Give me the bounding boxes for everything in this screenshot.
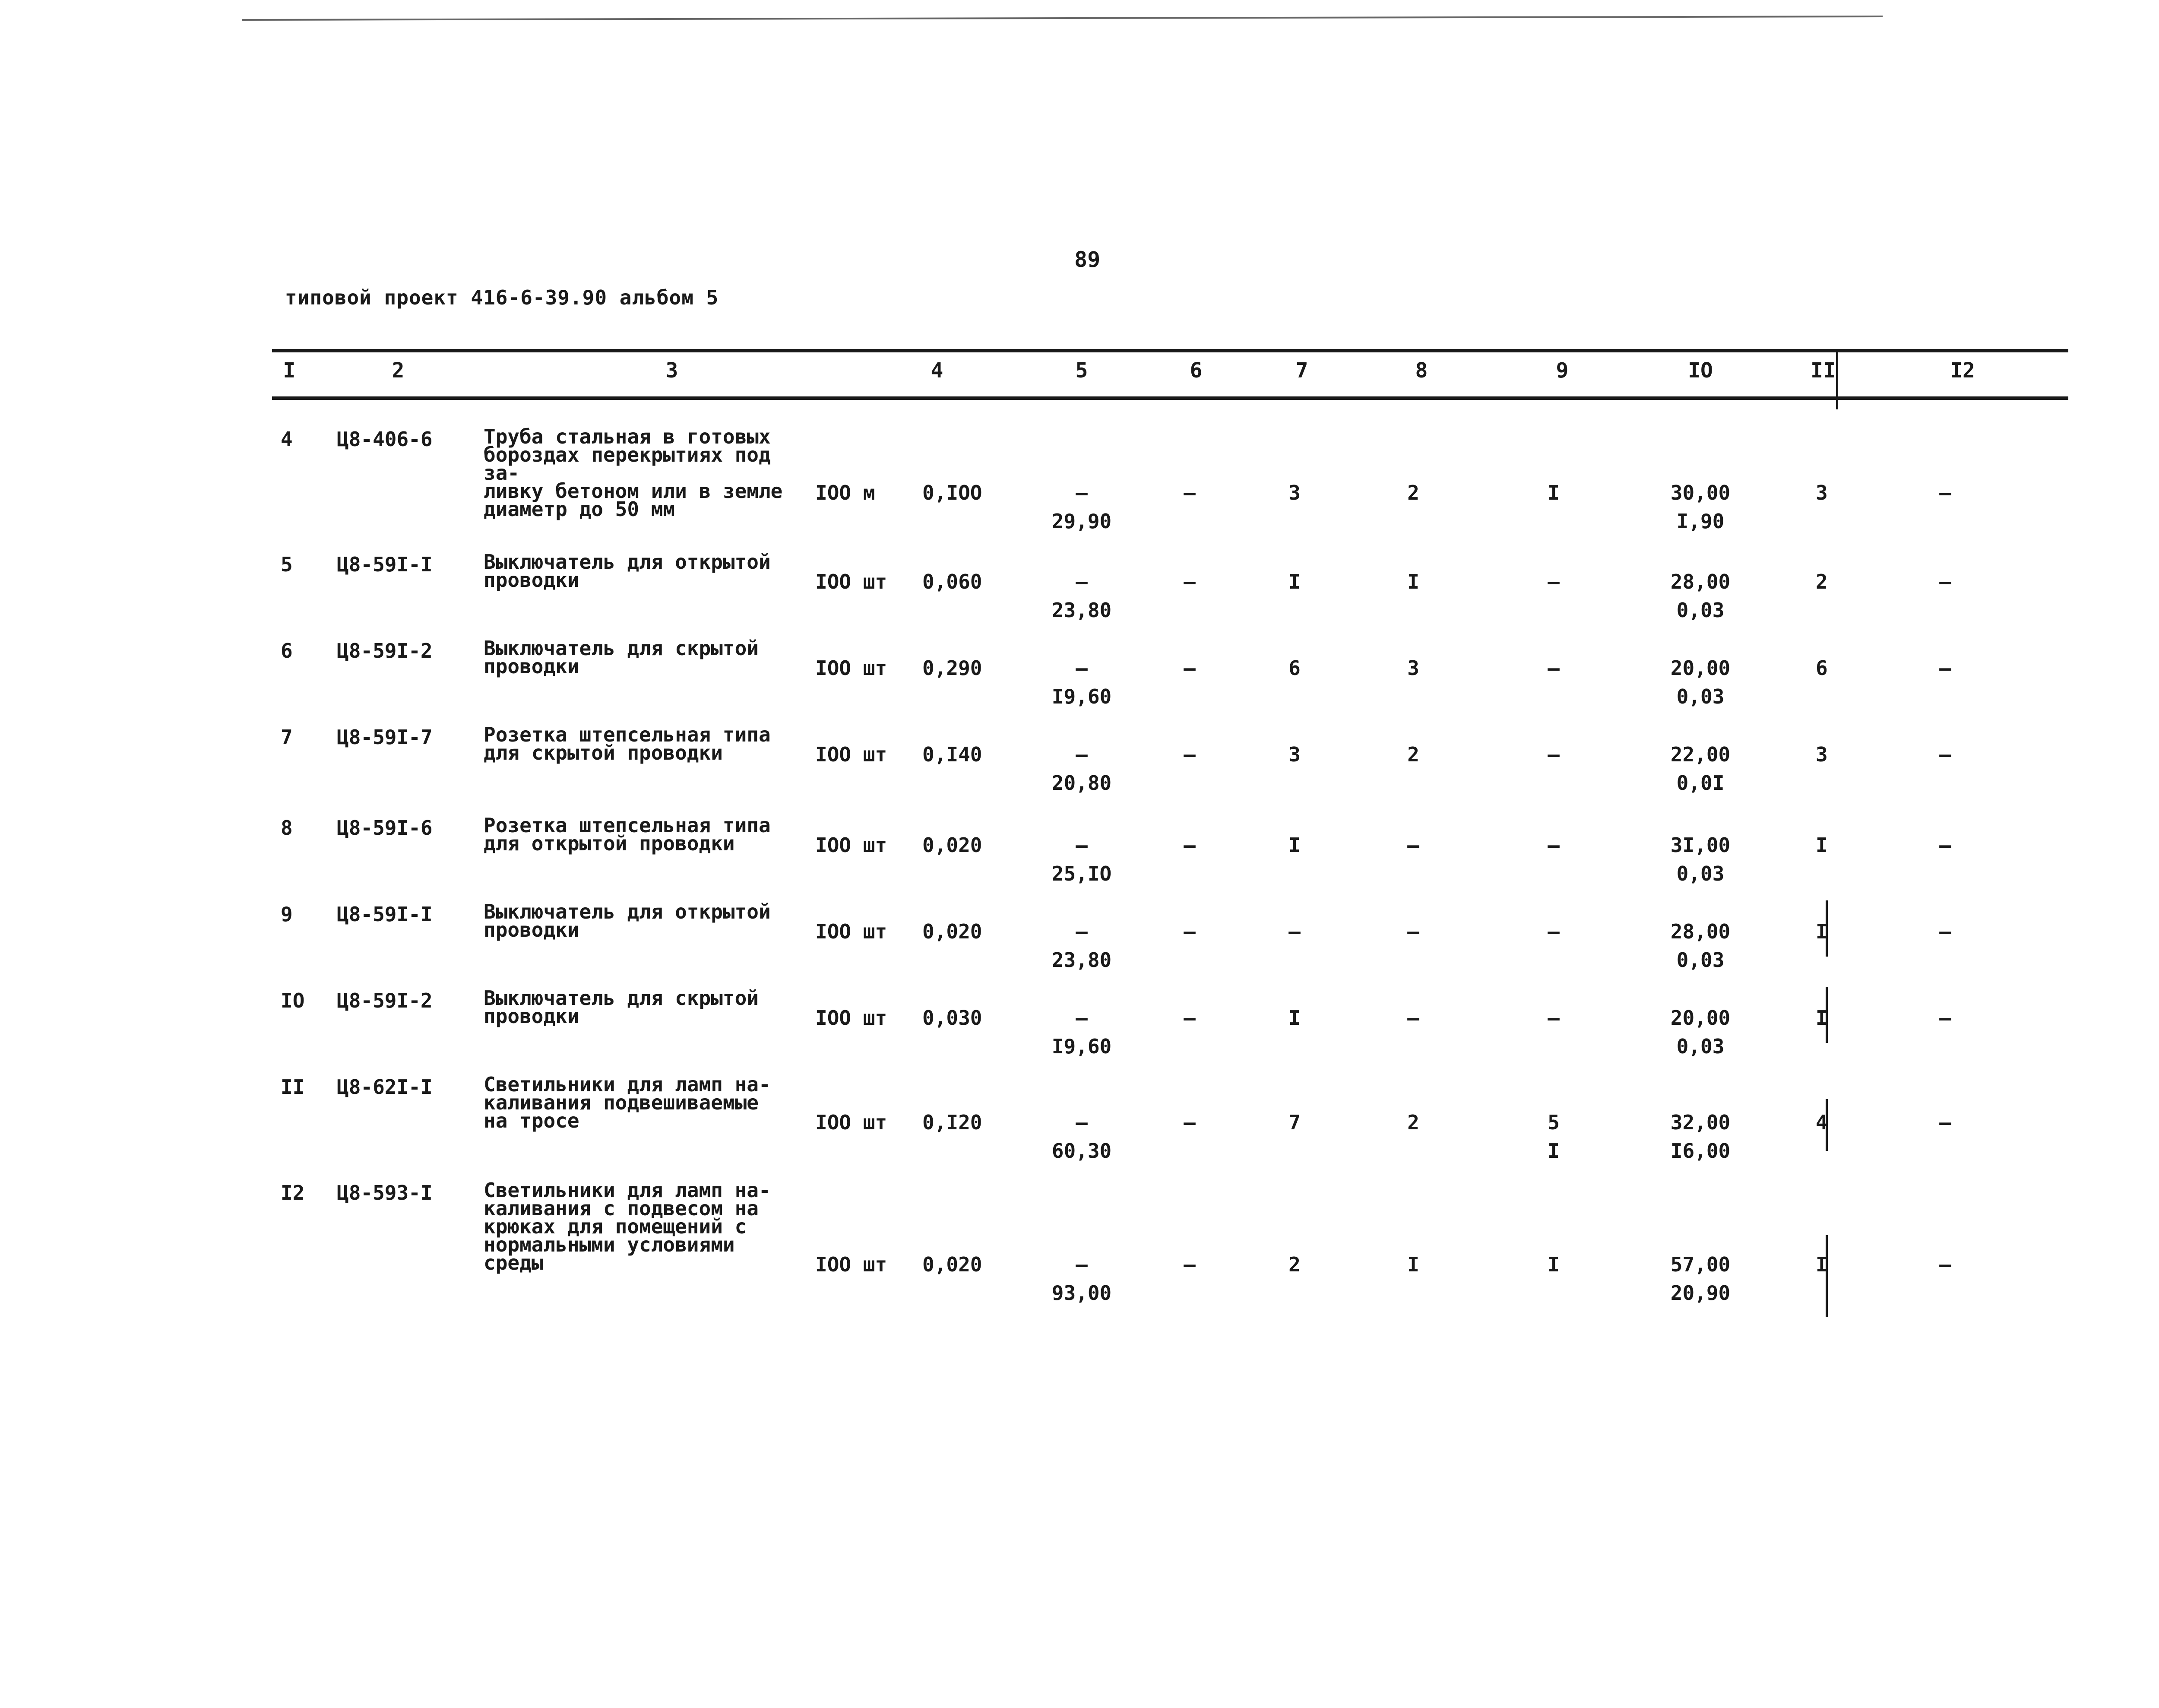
description-line: Выключатель для открытой: [484, 900, 771, 923]
work-description: [484, 425, 812, 521]
unit-of-measure: IOO шт: [815, 833, 887, 857]
col6-value: –: [1184, 1253, 1196, 1276]
column-mark: [1826, 1235, 1828, 1317]
row-number: 4: [281, 428, 293, 451]
col9-top: 5: [1548, 1111, 1560, 1134]
description-line: бороздах перекрытиях под за-: [484, 443, 771, 485]
col-header-11: II: [1811, 358, 1836, 383]
col-header-7: 7: [1295, 358, 1308, 383]
col8-value: –: [1407, 833, 1419, 857]
description-line: диаметр до 50 мм: [484, 498, 675, 521]
unit-of-measure: IOO м: [815, 481, 875, 504]
col5-bottom: 25,IO: [1051, 862, 1112, 885]
work-description: [484, 986, 812, 1028]
col10-top: 20,00: [1670, 1006, 1731, 1030]
row-number: II: [281, 1075, 305, 1099]
col5-bottom: 29,90: [1051, 510, 1112, 533]
resource-code: Ц8-406-6: [337, 428, 433, 451]
col-header-5: 5: [1075, 358, 1088, 383]
description-line: Светильники для ламп на-: [484, 1073, 771, 1096]
document-header: типовой проект 416-6-39.90 альбом 5: [285, 286, 719, 309]
col5-top: –: [1076, 743, 1088, 766]
resource-code: Ц8-62I-I: [337, 1075, 433, 1099]
col11-value: 6: [1816, 656, 1828, 680]
description-line: проводки: [484, 1005, 579, 1028]
col11-value: 4: [1816, 1111, 1828, 1134]
col10-top: 20,00: [1670, 656, 1731, 680]
col10-bottom: I,90: [1676, 510, 1725, 533]
col11-value: 2: [1816, 570, 1828, 593]
col12-value: –: [1939, 1006, 1951, 1030]
quantity: 0,020: [922, 920, 982, 943]
resource-code: Ц8-59I-I: [337, 553, 433, 576]
col5-top: –: [1076, 656, 1088, 680]
col11-value: I: [1816, 1253, 1828, 1276]
description-line: каливания с подвесом на: [484, 1197, 759, 1220]
work-description: [484, 1181, 812, 1272]
unit-of-measure: IOO шт: [815, 743, 887, 766]
col-header-2: 2: [392, 358, 405, 383]
col7-value: I: [1288, 833, 1301, 857]
work-description: [484, 723, 812, 764]
col11-value: I: [1816, 833, 1828, 857]
page-number: 89: [1074, 247, 1101, 272]
unit-of-measure: IOO шт: [815, 1111, 887, 1134]
col12-value: –: [1939, 743, 1951, 766]
unit-of-measure: IOO шт: [815, 570, 887, 593]
col10-bottom: 0,03: [1676, 1035, 1725, 1058]
work-description: [484, 637, 812, 678]
col10-bottom: 20,90: [1670, 1281, 1731, 1305]
col6-value: –: [1184, 570, 1196, 593]
row-number: 7: [281, 726, 293, 749]
col-header-10: IO: [1688, 358, 1713, 383]
col5-bottom: I9,60: [1051, 1035, 1112, 1058]
col8-value: 2: [1407, 1111, 1419, 1134]
col-header-3: 3: [665, 358, 678, 383]
row-number: I2: [281, 1181, 305, 1204]
col5-top: –: [1076, 920, 1088, 943]
col-header-4: 4: [931, 358, 943, 383]
col-header-12: I2: [1950, 358, 1975, 383]
col10-bottom: 0,03: [1676, 685, 1725, 708]
col5-top: –: [1076, 1111, 1088, 1134]
col12-value: –: [1939, 481, 1951, 504]
col6-value: –: [1184, 1111, 1196, 1134]
resource-code: Ц8-59I-2: [337, 639, 433, 662]
col8-value: 3: [1407, 656, 1419, 680]
col5-top: –: [1076, 570, 1088, 593]
col9-top: –: [1548, 1006, 1560, 1030]
col10-bottom: I6,00: [1670, 1139, 1731, 1163]
quantity: 0,030: [922, 1006, 982, 1030]
col8-value: –: [1407, 1006, 1419, 1030]
work-description: [484, 550, 812, 592]
col9-top: –: [1548, 570, 1560, 593]
col6-value: –: [1184, 833, 1196, 857]
col12-value: –: [1939, 570, 1951, 593]
column-mark: [1826, 1099, 1828, 1151]
col10-bottom: 0,0I: [1676, 771, 1725, 795]
col7-value: 6: [1288, 656, 1301, 680]
page-top-rule: [242, 16, 1883, 21]
description-line: крюках для помещений с: [484, 1215, 747, 1238]
row-number: 8: [281, 816, 293, 840]
resource-code: Ц8-593-I: [337, 1181, 433, 1204]
col10-top: 28,00: [1670, 570, 1731, 593]
description-line: Выключатель для скрытой: [484, 637, 759, 660]
col12-value: –: [1939, 1253, 1951, 1276]
col5-top: –: [1076, 833, 1088, 857]
col12-value: –: [1939, 833, 1951, 857]
col9-top: –: [1548, 920, 1560, 943]
description-line: нормальными условиями: [484, 1233, 735, 1256]
resource-code: Ц8-59I-6: [337, 816, 433, 840]
col10-top: 57,00: [1670, 1253, 1731, 1276]
col7-value: –: [1288, 920, 1301, 943]
col7-value: 7: [1288, 1111, 1301, 1134]
col5-bottom: 23,80: [1051, 599, 1112, 622]
description-line: Выключатель для открытой: [484, 550, 771, 574]
col11-value: I: [1816, 920, 1828, 943]
col-header-9: 9: [1556, 358, 1569, 383]
unit-of-measure: IOO шт: [815, 1006, 887, 1030]
description-line: Розетка штепсельная типа: [484, 723, 771, 746]
header-bottom-rule: [272, 396, 2068, 400]
table-top-rule: [272, 349, 2068, 352]
col8-value: 2: [1407, 481, 1419, 504]
quantity: 0,I20: [922, 1111, 982, 1134]
column-mark: [1826, 900, 1828, 957]
quantity: 0,060: [922, 570, 982, 593]
col9-bottom: I: [1548, 1139, 1560, 1163]
row-number: 6: [281, 639, 293, 662]
unit-of-measure: IOO шт: [815, 920, 887, 943]
col10-top: 22,00: [1670, 743, 1731, 766]
description-line: проводки: [484, 918, 579, 941]
quantity: 0,020: [922, 1253, 982, 1276]
row-number: IO: [281, 989, 305, 1012]
description-line: для скрытой проводки: [484, 741, 723, 764]
col8-value: –: [1407, 920, 1419, 943]
col7-value: I: [1288, 1006, 1301, 1030]
quantity: 0,290: [922, 656, 982, 680]
col8-value: I: [1407, 570, 1419, 593]
row-number: 9: [281, 903, 293, 926]
description-line: Труба стальная в готовых: [484, 425, 771, 448]
col10-top: 30,00: [1670, 481, 1731, 504]
column-mark: [1826, 987, 1828, 1043]
col5-bottom: 60,30: [1051, 1139, 1112, 1163]
description-line: каливания подвешиваемые: [484, 1091, 759, 1114]
col6-value: –: [1184, 1006, 1196, 1030]
col-header-8: 8: [1415, 358, 1428, 383]
col8-value: 2: [1407, 743, 1419, 766]
work-description: [484, 900, 812, 941]
col9-top: –: [1548, 833, 1560, 857]
col5-bottom: 23,80: [1051, 948, 1112, 972]
col9-top: –: [1548, 656, 1560, 680]
col5-bottom: 20,80: [1051, 771, 1112, 795]
col10-top: 28,00: [1670, 920, 1731, 943]
description-line: на тросе: [484, 1109, 579, 1132]
description-line: проводки: [484, 568, 579, 592]
quantity: 0,IOO: [922, 481, 982, 504]
description-line: Выключатель для скрытой: [484, 986, 759, 1010]
resource-code: Ц8-59I-2: [337, 989, 433, 1012]
col6-value: –: [1184, 481, 1196, 504]
col7-value: 3: [1288, 743, 1301, 766]
work-description: [484, 1075, 812, 1130]
col8-value: I: [1407, 1253, 1419, 1276]
unit-of-measure: IOO шт: [815, 656, 887, 680]
quantity: 0,020: [922, 833, 982, 857]
col7-value: I: [1288, 570, 1301, 593]
col-header-6: 6: [1190, 358, 1203, 383]
description-line: Розетка штепсельная типа: [484, 814, 771, 837]
col10-top: 3I,00: [1670, 833, 1731, 857]
description-line: для открытой проводки: [484, 832, 735, 855]
col9-top: –: [1548, 743, 1560, 766]
description-line: проводки: [484, 655, 579, 678]
col11-value: 3: [1816, 743, 1828, 766]
col6-value: –: [1184, 920, 1196, 943]
col6-value: –: [1184, 656, 1196, 680]
col5-top: –: [1076, 1006, 1088, 1030]
resource-code: Ц8-59I-7: [337, 726, 433, 749]
work-description: [484, 814, 812, 855]
col9-top: I: [1548, 1253, 1560, 1276]
col11-value: I: [1816, 1006, 1828, 1030]
col9-top: I: [1548, 481, 1560, 504]
row-number: 5: [281, 553, 293, 576]
col12-value: –: [1939, 656, 1951, 680]
col5-bottom: I9,60: [1051, 685, 1112, 708]
col5-bottom: 93,00: [1051, 1281, 1112, 1305]
column-separator: [1836, 349, 1838, 409]
col7-value: 3: [1288, 481, 1301, 504]
description-line: среды: [484, 1251, 544, 1274]
col10-bottom: 0,03: [1676, 599, 1725, 622]
col5-top: –: [1076, 481, 1088, 504]
col5-top: –: [1076, 1253, 1088, 1276]
col7-value: 2: [1288, 1253, 1301, 1276]
col10-top: 32,00: [1670, 1111, 1731, 1134]
unit-of-measure: IOO шт: [815, 1253, 887, 1276]
col10-bottom: 0,03: [1676, 862, 1725, 885]
description-line: ливку бетоном или в земле: [484, 479, 783, 503]
quantity: 0,I40: [922, 743, 982, 766]
resource-code: Ц8-59I-I: [337, 903, 433, 926]
description-line: Светильники для ламп на-: [484, 1179, 771, 1202]
col11-value: 3: [1816, 481, 1828, 504]
col12-value: –: [1939, 1111, 1951, 1134]
col12-value: –: [1939, 920, 1951, 943]
col-header-1: I: [283, 358, 296, 383]
col6-value: –: [1184, 743, 1196, 766]
col10-bottom: 0,03: [1676, 948, 1725, 972]
